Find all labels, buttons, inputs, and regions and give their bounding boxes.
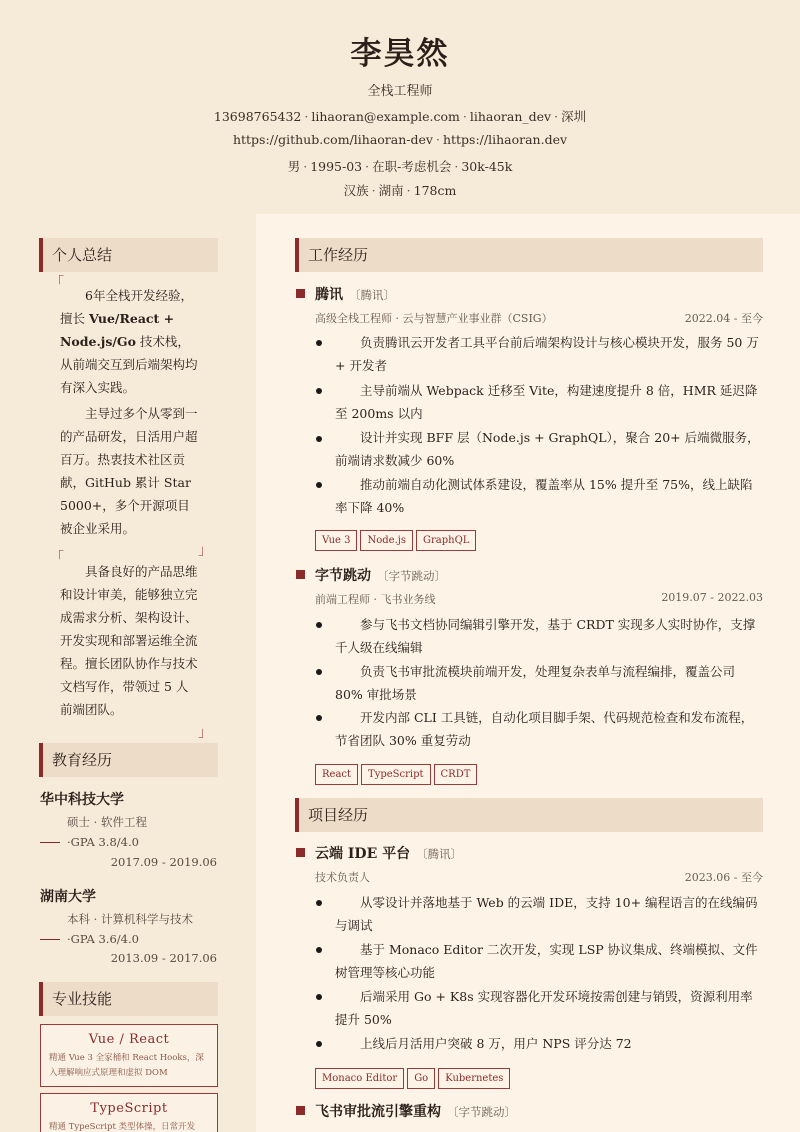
project-bullet: 后端采用 Go + K8s 实现容器化开发环境按需创建与销毁，资源利用率提升 50% xyxy=(335,989,753,1027)
website-link[interactable]: https://lihaoran.dev xyxy=(442,132,568,147)
role-line: 前端工程师 · 飞书业务线 xyxy=(315,593,436,606)
job-title: 全栈工程师 xyxy=(367,84,433,99)
ethnicity: 汉族 xyxy=(343,183,369,198)
tech-tag: Vue 3 xyxy=(315,530,357,551)
divider xyxy=(40,939,60,940)
degree-major: 硕士 · 软件工程 xyxy=(67,815,147,829)
bullet-dot-icon xyxy=(316,1041,322,1047)
project-bullet: 从零设计并落地基于 Web 的云端 IDE，支持 10+ 编程语言的在线编码与调试 xyxy=(335,895,758,933)
project-role: 技术负责人 xyxy=(315,871,370,884)
bullet-dot-icon xyxy=(316,947,322,953)
summary-paragraph-2: 主导过多个从零到一的产品研发，日活用户超百万。热衷技术社区贡献，GitHub 累计 Star 5000+，多个开源项目被企业采用。 xyxy=(60,406,198,536)
bullet-dot-icon xyxy=(316,900,322,906)
tech-tag: CRDT xyxy=(434,764,478,785)
work-bullet: 推动前端自动化测试体系建设，覆盖率从 15% 提升至 75%，线上缺陷率下降 40% xyxy=(335,477,753,515)
bullet-dot-icon xyxy=(316,669,322,675)
project-name: 云端 IDE 平台 xyxy=(315,846,411,862)
degree-major: 本科 · 计算机科学与技术 xyxy=(67,912,193,926)
project-bullet: 上线后月活用户突破 8 万，用户 NPS 评分达 72 xyxy=(360,1036,632,1051)
company-tag: 〔腾讯〕 xyxy=(349,288,395,302)
work-bullet: 参与飞书文档协同编辑引擎开发，基于 CRDT 实现多人实时协作，支撑千人级在线编辑 xyxy=(335,617,756,655)
quote-open-icon: 「 xyxy=(50,275,64,291)
height: 178cm xyxy=(413,183,457,198)
skill-name: TypeScript xyxy=(90,1101,168,1116)
bullet-dot-icon xyxy=(316,482,322,488)
bullet-dot-icon xyxy=(316,715,322,721)
tech-tag: Monaco Editor xyxy=(315,1068,404,1089)
section-header-work: 工作经历 xyxy=(295,238,763,272)
tech-stack-highlight: Vue/React + Node.js/Go xyxy=(60,311,175,349)
square-bullet-icon xyxy=(296,848,305,857)
personal-line-2: 汉族 · 湖南 · 178cm xyxy=(343,183,457,198)
tech-tag: React xyxy=(315,764,358,785)
work-bullet: 负责腾讯云开发者工具平台前后端架构设计与核心模块开发，服务 50 万+ 开发者 xyxy=(335,335,759,373)
bullet-dot-icon xyxy=(316,622,322,628)
bullet-dot-icon xyxy=(316,388,322,394)
work-date: 2022.04 - 至今 xyxy=(684,312,763,325)
project-name: 飞书审批流引擎重构 xyxy=(315,1104,441,1120)
email-link[interactable]: lihaoran@example.com xyxy=(311,109,460,124)
tech-tags xyxy=(315,762,480,784)
summary-paragraph-3: 具备良好的产品思维和设计审美，能够独立完成需求分析、架构设计、开发实现和部署运维全流程。擅长团队协作与技术文档写作，带领过 5 人前端团队。 xyxy=(60,564,198,717)
work-bullet: 开发内部 CLI 工具链，自动化项目脚手架、代码规范检查和发布流程，节省团队 30% 重复劳动 xyxy=(335,710,754,748)
github-link[interactable]: https://github.com/lihaoran-dev xyxy=(232,132,433,147)
city: 深圳 xyxy=(561,109,587,124)
school-name: 华中科技大学 xyxy=(40,792,124,808)
company-name: 腾讯 xyxy=(315,287,343,303)
bullet-dot-icon xyxy=(316,340,322,346)
hometown: 湖南 xyxy=(378,183,404,198)
square-bullet-icon xyxy=(296,570,305,579)
school-name: 湖南大学 xyxy=(40,889,96,905)
skill-card xyxy=(40,1093,218,1132)
project-bullet: 基于 Monaco Editor 二次开发，实现 LSP 协议集成、终端模拟、文件树管理等核心功能 xyxy=(335,942,758,980)
work-bullet: 负责飞书审批流模块前端开发，处理复杂表单与流程编排，覆盖公司 80% 审批场景 xyxy=(335,664,736,702)
section-header-summary: 个人总结 xyxy=(39,238,218,272)
tech-tags xyxy=(315,528,479,550)
resume-header xyxy=(0,0,800,214)
quote-close-icon: 」 xyxy=(198,725,212,741)
skill-card xyxy=(40,1024,218,1087)
bullet-dot-icon xyxy=(316,436,322,442)
gpa: ·GPA 3.6/4.0 xyxy=(67,932,139,946)
candidate-name: 李昊然 xyxy=(350,36,450,72)
tech-tag: Node.js xyxy=(360,530,413,551)
project-date: 2023.06 - 至今 xyxy=(684,871,763,884)
work-bullet: 设计并实现 BFF 层（Node.js + GraphQL），聚合 20+ 后端微服务，前端请求数减少 60% xyxy=(335,430,760,468)
contact-line: 13698765432 · lihaoran@example.com · lihaoran_dev · 深圳 xyxy=(213,109,587,124)
skill-description: 精通 TypeScript 类型体操，日常开发 xyxy=(49,1122,196,1132)
tech-tag: Kubernetes xyxy=(438,1068,510,1089)
job-status: 在职-考虑机会 xyxy=(372,159,452,174)
summary-paragraph-1: 6年全栈开发经验，擅长 Vue/React + Node.js/Go 技术栈，从前端交互到后端架构均有深入实践。 xyxy=(60,288,198,395)
section-header-skills: 专业技能 xyxy=(39,982,218,1016)
personal-line: 男 · 1995-03 · 在职-考虑机会 · 30k-45k xyxy=(287,159,513,174)
work-item-header xyxy=(296,565,446,585)
wechat-id: lihaoran_dev xyxy=(469,109,552,124)
phone: 13698765432 xyxy=(213,109,302,124)
company-tag: 〔字节跳动〕 xyxy=(377,569,446,583)
company-name: 字节跳动 xyxy=(315,568,371,584)
project-tag: 〔腾讯〕 xyxy=(416,847,463,861)
gender: 男 xyxy=(287,159,301,174)
quote-close-icon: 」 xyxy=(198,543,212,559)
role-line: 高级全栈工程师 · 云与智慧产业事业群（CSIG） xyxy=(315,312,553,325)
tech-tags xyxy=(315,1066,513,1088)
section-header-education: 教育经历 xyxy=(39,743,218,777)
project-item-header xyxy=(296,1101,516,1121)
gpa: ·GPA 3.8/4.0 xyxy=(67,835,139,849)
education-date: 2013.09 - 2017.06 xyxy=(110,951,217,965)
tech-tag: Go xyxy=(407,1068,435,1089)
bullet-dot-icon xyxy=(316,994,322,1000)
links-line: https://github.com/lihaoran-dev · https://lihaoran.dev xyxy=(232,132,568,147)
divider xyxy=(40,842,60,843)
section-header-projects: 项目经历 xyxy=(295,798,763,832)
tech-tag: GraphQL xyxy=(416,530,476,551)
birth-date: 1995-03 xyxy=(310,159,363,174)
quote-open-icon: 「 xyxy=(50,550,64,566)
square-bullet-icon xyxy=(296,289,305,298)
education-date: 2017.09 - 2019.06 xyxy=(110,855,217,869)
skill-name: Vue / React xyxy=(88,1032,170,1047)
salary-expectation: 30k-45k xyxy=(461,159,513,174)
project-tag: 〔字节跳动〕 xyxy=(447,1105,516,1119)
work-date: 2019.07 - 2022.03 xyxy=(661,591,763,604)
work-item-header xyxy=(296,284,395,304)
project-item-header xyxy=(296,843,462,863)
work-bullet: 主导前端从 Webpack 迁移至 Vite，构建速度提升 8 倍，HMR 延迟降至 200ms 以内 xyxy=(335,383,758,421)
tech-tag: TypeScript xyxy=(361,764,431,785)
skill-description: 精通 Vue 3 全家桶和 React Hooks，深入理解响应式原理和虚拟 DOM xyxy=(49,1053,204,1078)
square-bullet-icon xyxy=(296,1106,305,1115)
